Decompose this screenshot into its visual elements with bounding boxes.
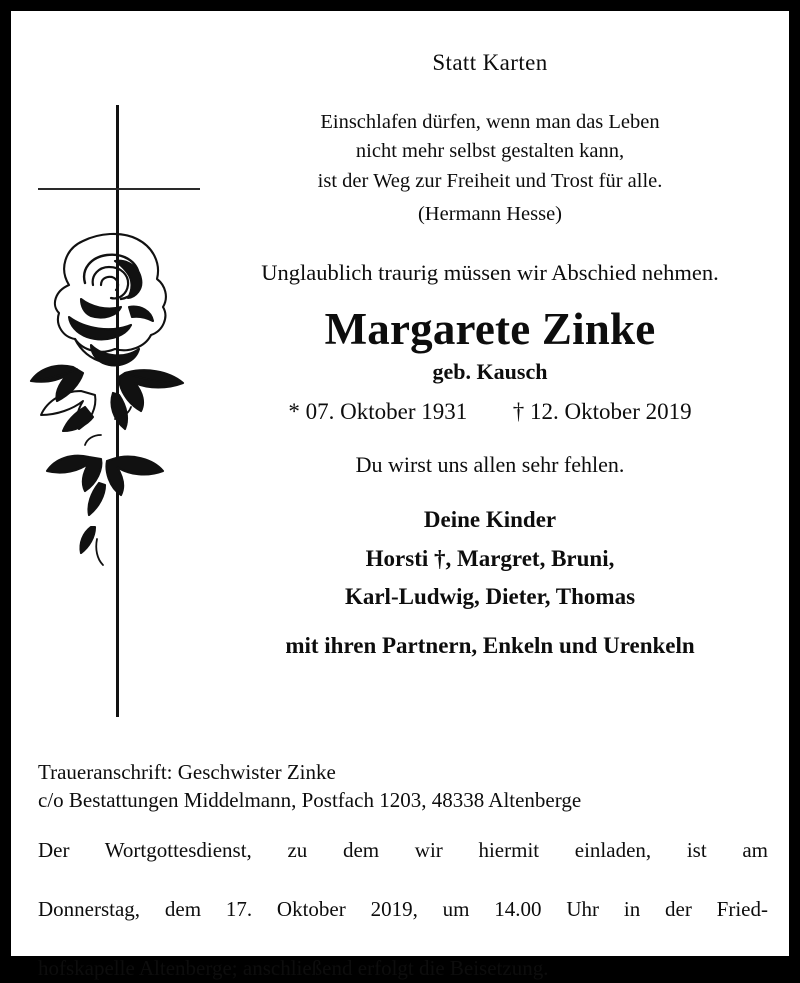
service-detail-line: hofskapelle Altenberge; anschließend erfolgt die Beisetzung. (38, 956, 549, 980)
notice-footer (38, 759, 768, 983)
announcement-lede: Unglaublich traurig müssen wir Abschied nehmen. (261, 259, 719, 285)
mourning-address-line: Traueranschrift: Geschwister Zinke (38, 760, 336, 784)
deceased-name: Margarete Zinke (324, 303, 656, 354)
service-detail-line: Donnerstag, dem 17. Oktober 2019, um 14.00 Uhr in der Fried- (38, 897, 768, 922)
poem-line: Einschlafen dürfen, wenn man das Leben (320, 111, 660, 134)
family-names-line: Karl-Ludwig, Dieter, Thomas (344, 584, 636, 610)
obituary-notice (11, 11, 789, 980)
family-block (191, 506, 789, 659)
poem-author: (Hermann Hesse) (417, 202, 562, 225)
poem-line: ist der Weg zur Freiheit und Trost für alle. (317, 169, 663, 192)
cross-and-rose-emblem (11, 91, 221, 731)
cross-horizontal-beam-icon (38, 188, 200, 190)
rose-icon (29, 221, 194, 581)
service-details-block (38, 836, 768, 983)
farewell-line: Du wirst uns allen sehr fehlen. (355, 451, 625, 477)
mourning-address-block (38, 759, 768, 814)
mourning-address-line: c/o Bestattungen Middelmann, Postfach 1203, 48338 Altenberge (38, 787, 582, 812)
family-names-line: Horsti †, Margret, Bruni, (365, 545, 615, 571)
life-dates (191, 399, 789, 425)
family-closing-line: mit ihren Partnern, Enkeln und Urenkeln (285, 632, 695, 658)
family-title: Deine Kinder (423, 507, 557, 532)
deceased-maiden-name: geb. Kausch (432, 358, 548, 384)
notice-text-column (191, 11, 789, 659)
service-detail-line: Der Wortgottesdienst, zu dem wir hiermit einladen, ist am (38, 838, 768, 863)
death-date: † 12. Oktober 2019 (512, 399, 692, 425)
poem-line: nicht mehr selbst gestalten kann, (355, 140, 625, 163)
birth-date: * 07. Oktober 1931 (288, 399, 468, 425)
notice-heading: Statt Karten (432, 50, 548, 75)
poem-block (191, 108, 789, 228)
